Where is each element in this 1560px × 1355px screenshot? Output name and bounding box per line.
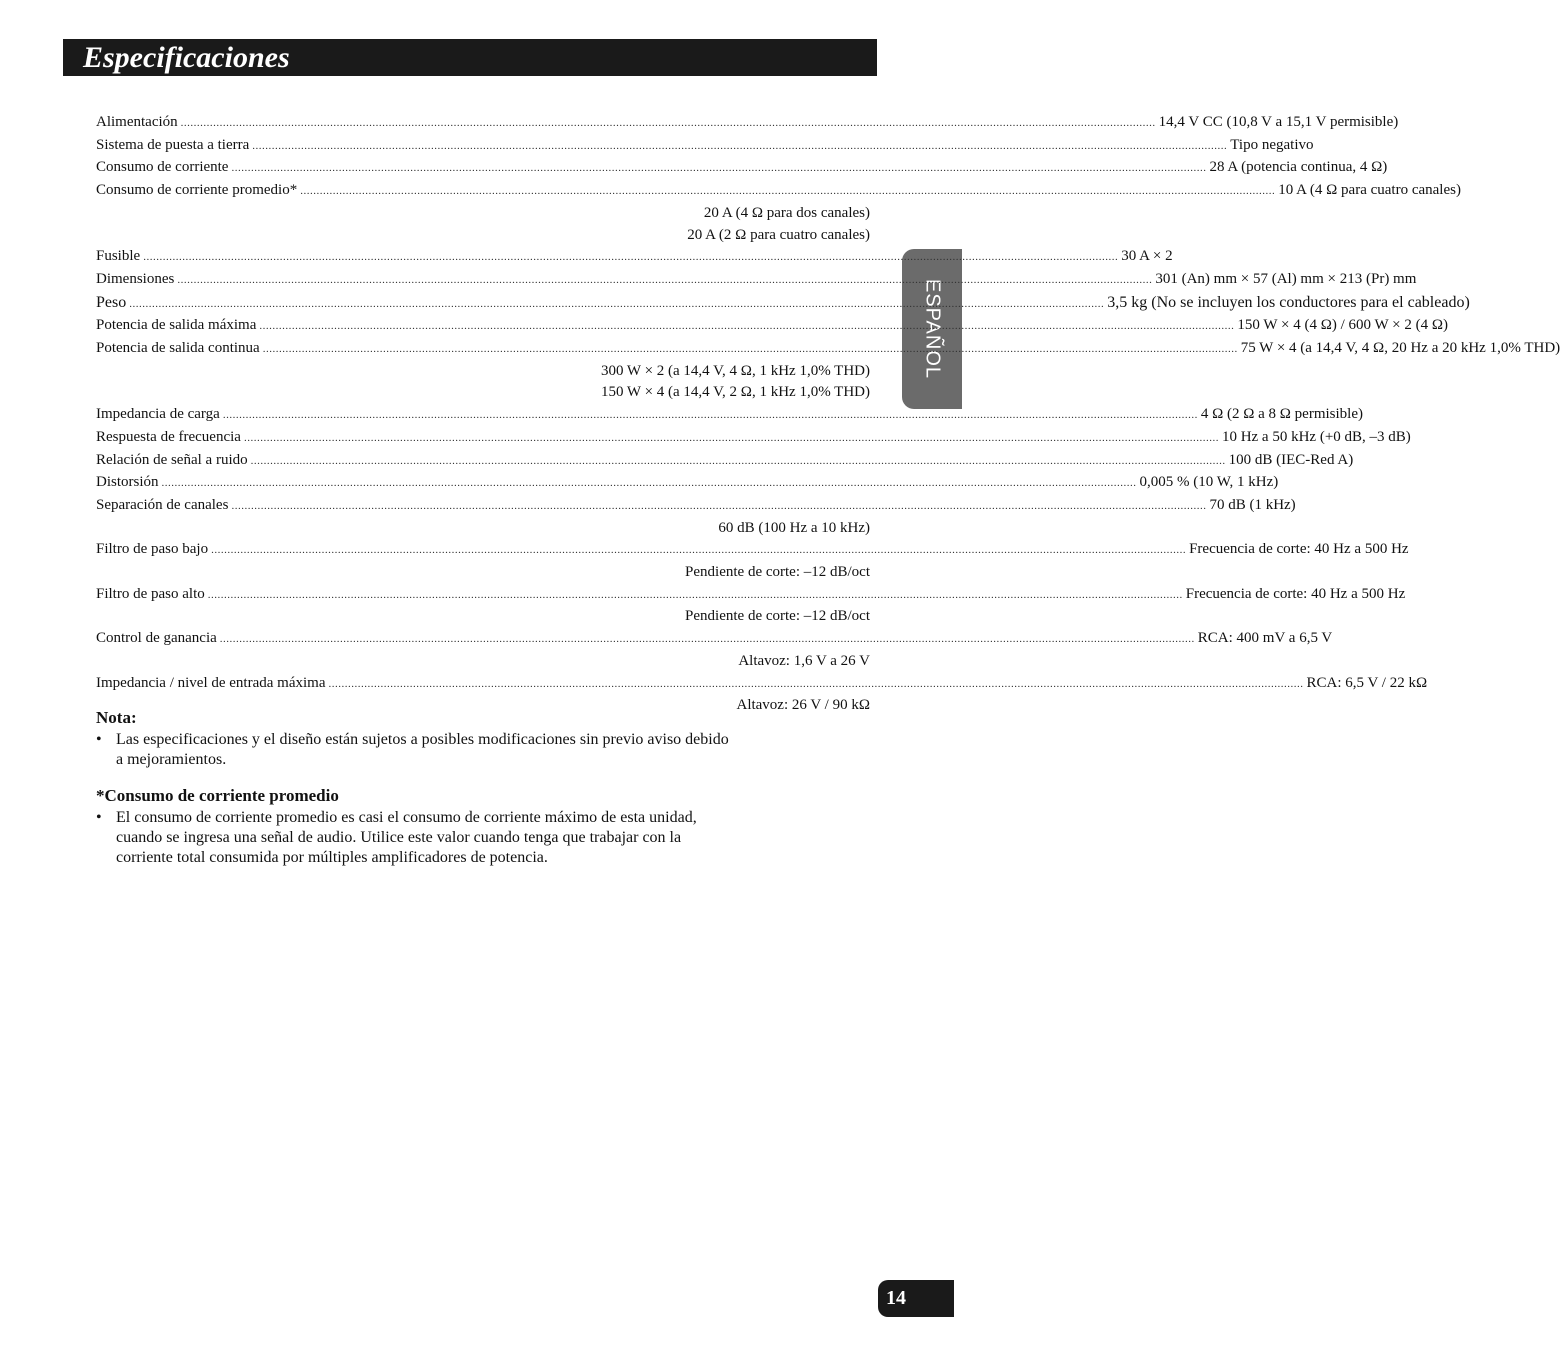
spec-value: Frecuencia de corte: 40 Hz a 500 Hz — [1189, 541, 1409, 558]
spec-row — [96, 338, 1560, 361]
dot-leader: ............................................................................................................................................................................................................................................................................................................ — [243, 431, 1219, 444]
consumo-note — [96, 786, 736, 868]
spec-label: Filtro de paso bajo — [96, 541, 209, 558]
spec-value-continued: Altavoz: 1,6 V a 26 V — [738, 652, 870, 669]
notes-section — [96, 708, 736, 868]
spec-value: RCA: 6,5 V / 22 kΩ — [1306, 674, 1428, 691]
spec-value: Frecuencia de corte: 40 Hz a 500 Hz — [1185, 585, 1406, 602]
spec-row — [96, 539, 1409, 562]
spec-row — [96, 450, 1354, 473]
spec-label: Control de ganancia — [96, 630, 217, 647]
spec-label: Dimensiones — [96, 270, 175, 287]
spec-row — [96, 246, 1173, 269]
dot-leader: ............................................................................................................................................................................................................................................................................................................ — [143, 251, 1119, 264]
spec-value: 28 A (potencia continua, 4 Ω) — [1209, 159, 1388, 176]
spec-label: Filtro de paso alto — [96, 585, 205, 602]
spec-value-continued: 150 W × 4 (a 14,4 V, 2 Ω, 1 kHz 1,0% THD) — [600, 384, 870, 401]
spec-label: Alimentación — [96, 114, 178, 130]
dot-leader: ............................................................................................................................................................................................................................................................................................................ — [161, 477, 1137, 490]
dot-leader: ............................................................................................................................................................................................................................................................................................................ — [259, 320, 1235, 333]
spec-row — [96, 157, 1388, 180]
dot-leader: ............................................................................................................................................................................................................................................................................................................ — [222, 409, 1198, 422]
spec-row — [96, 112, 1399, 135]
consumo-text: El consumo de corriente promedio es casi el consumo de corriente máximo de esta unidad, cuando se ingresa una señal de audio. Utilice este valor cuando tenga que trabajar con la corriente total consumida por múltiples amplificadores de potencia. — [116, 809, 697, 866]
page-number: 14 — [878, 1280, 954, 1317]
spec-row — [96, 404, 1363, 427]
spec-label: Impedancia de carga — [96, 406, 220, 423]
spec-label: Potencia de salida máxima — [96, 317, 257, 334]
dot-leader: ............................................................................................................................................................................................................................................................................................................ — [180, 117, 1156, 129]
spec-value-continued: Pendiente de corte: –12 dB/oct — [685, 564, 870, 581]
spec-value: 100 dB (IEC-Red A) — [1228, 451, 1354, 468]
dot-leader: ............................................................................................................................................................................................................................................................................................................ — [328, 677, 1304, 690]
spec-label: Respuesta de frecuencia — [96, 428, 241, 445]
dot-leader: ............................................................................................................................................................................................................................................................................................................ — [207, 588, 1183, 601]
spec-row — [96, 472, 1279, 495]
spec-value: 30 A × 2 — [1121, 248, 1173, 265]
dot-leader: ............................................................................................................................................................................................................................................................................................................ — [262, 343, 1238, 356]
spec-row — [96, 315, 1448, 338]
spec-value: 301 (An) mm × 57 (Al) mm × 213 (Pr) mm — [1155, 270, 1417, 287]
dot-leader: ............................................................................................................................................................................................................................................................................................................ — [231, 499, 1207, 512]
spec-value: 4 Ω (2 Ω a 8 Ω permisible) — [1200, 406, 1363, 423]
dot-leader: ............................................................................................................................................................................................................................................................................................................ — [300, 185, 1276, 198]
dot-leader: ............................................................................................................................................................................................................................................................................................................ — [250, 454, 1226, 467]
spec-value-continued: Pendiente de corte: –12 dB/oct — [685, 608, 870, 625]
spec-row — [96, 495, 1296, 518]
spec-value-continued: Altavoz: 26 V / 90 kΩ — [736, 697, 870, 714]
spec-row — [96, 292, 1470, 316]
spec-value: RCA: 400 mV a 6,5 V — [1197, 630, 1333, 647]
spec-value-continued: 300 W × 2 (a 14,4 V, 4 Ω, 1 kHz 1,0% THD) — [600, 362, 870, 379]
nota-text: Las especificaciones y el diseño están sujetos a posibles modificaciones sin previo aviso debido a mejoramientos. — [116, 731, 729, 768]
page-title: Especificaciones — [83, 41, 290, 74]
spec-value: 75 W × 4 (a 14,4 V, 4 Ω, 20 Hz a 20 kHz 1,0% THD) — [1240, 340, 1560, 357]
spec-value-continued: 60 dB (100 Hz a 10 kHz) — [718, 519, 870, 536]
spec-value-continued: 20 A (2 Ω para cuatro canales) — [687, 226, 870, 243]
spec-row — [96, 180, 1461, 203]
spec-value: 10 A (4 Ω para cuatro canales) — [1278, 182, 1461, 199]
spec-value: 0,005 % (10 W, 1 kHz) — [1139, 474, 1279, 491]
spec-row — [96, 673, 1428, 696]
dot-leader: ............................................................................................................................................................................................................................................................................................................ — [252, 139, 1228, 152]
consumo-heading: *Consumo de corriente promedio — [96, 786, 339, 805]
spec-label: Impedancia / nivel de entrada máxima — [96, 674, 326, 691]
spec-label: Peso — [96, 293, 127, 311]
spec-row — [96, 269, 1417, 292]
spec-label: Separación de canales — [96, 496, 229, 513]
header-bar — [63, 39, 877, 76]
spec-value: 70 dB (1 kHz) — [1209, 496, 1296, 513]
consumo-bullet-item — [96, 808, 736, 868]
spec-value: 10 Hz a 50 kHz (+0 dB, –3 dB) — [1221, 428, 1411, 445]
dot-leader: ............................................................................................................................................................................................................................................................................................................ — [211, 544, 1187, 557]
spec-value: Tipo negativo — [1230, 136, 1314, 153]
nota-bullet-item — [96, 730, 736, 770]
language-tab-label: ESPAÑOL — [921, 279, 944, 379]
spec-row — [96, 427, 1411, 450]
spec-label: Consumo de corriente — [96, 159, 229, 176]
spec-row — [96, 135, 1314, 158]
spec-label: Potencia de salida continua — [96, 340, 260, 357]
spec-row — [96, 628, 1333, 651]
spec-value: 3,5 kg (No se incluyen los conductores para el cableado) — [1107, 293, 1470, 311]
spec-label: Sistema de puesta a tierra — [96, 136, 250, 153]
spec-label: Distorsión — [96, 474, 159, 491]
spec-label: Consumo de corriente promedio* — [96, 182, 298, 199]
dot-leader: ............................................................................................................................................................................................................................................................................................................ — [177, 273, 1153, 286]
spec-value: 14,4 V CC (10,8 V a 15,1 V permisible) — [1158, 114, 1399, 130]
dot-leader: ............................................................................................................................................................................................................................................................................................................ — [231, 162, 1207, 175]
dot-leader: ............................................................................................................................................................................................................................................................................................................ — [129, 297, 1105, 310]
spec-value-continued: 20 A (4 Ω para dos canales) — [703, 204, 870, 221]
spec-value: 150 W × 4 (4 Ω) / 600 W × 2 (4 Ω) — [1237, 317, 1448, 334]
spec-label: Fusible — [96, 248, 141, 265]
dot-leader: ............................................................................................................................................................................................................................................................................................................ — [219, 633, 1195, 646]
spec-row — [96, 584, 1406, 607]
spec-label: Relación de señal a ruido — [96, 451, 248, 468]
nota-heading: Nota: — [96, 708, 137, 727]
bullet-marker: • — [96, 809, 102, 826]
bullet-marker: • — [96, 731, 102, 748]
